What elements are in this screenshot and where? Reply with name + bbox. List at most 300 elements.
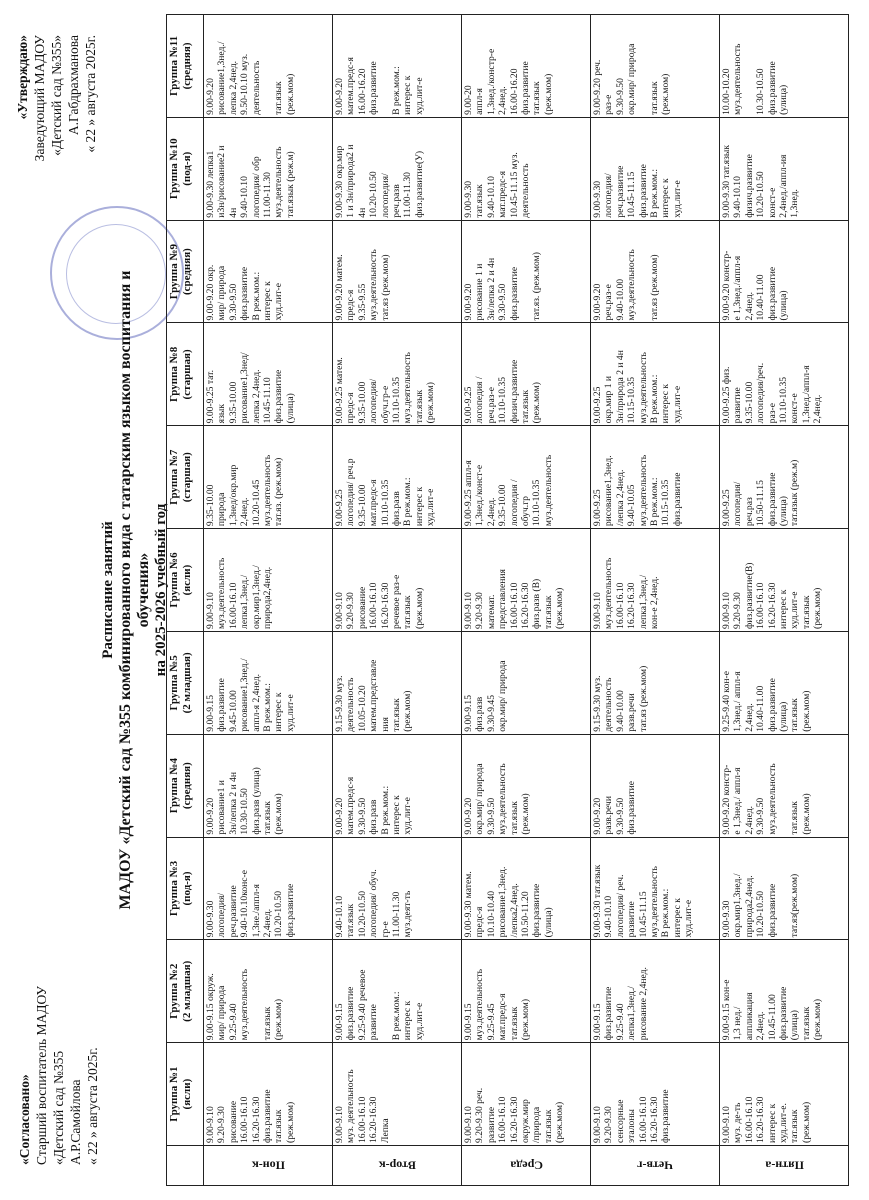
- schedule-line: 9.00-9.20 реч.: [592, 59, 603, 115]
- schedule-line: 10.45-11.10: [262, 377, 274, 424]
- schedule-cell: [720, 1043, 849, 1146]
- column-header: [167, 631, 204, 734]
- schedule-line: 2,4нед./аппл-ия: [778, 154, 790, 218]
- schedule-line: ния: [379, 717, 391, 732]
- schedule-line: (реж.мом): [660, 73, 672, 115]
- schedule-line: 9.00-9.30: [463, 180, 474, 218]
- schedule-line: физ.разв: [474, 696, 486, 732]
- schedule-line: тат.язык: [273, 81, 285, 115]
- schedule-line: 10.20-10.50: [755, 891, 767, 938]
- column-header-line: (под-я): [180, 151, 193, 186]
- schedule-cell: [591, 220, 720, 323]
- schedule-line: 9.00-9.15: [334, 1003, 345, 1041]
- schedule-line: лепка 2,4нед.: [227, 60, 239, 115]
- schedule-line: 10.10-10.40: [485, 891, 497, 938]
- schedule-line: 10.05-10.20: [356, 685, 368, 732]
- schedule-line: реч.развитие: [227, 885, 239, 938]
- schedule-cell: [462, 940, 591, 1043]
- schedule-line: разв.речи: [626, 693, 638, 732]
- schedule-line: (реж.мом): [812, 998, 824, 1041]
- schedule-line: 9.00-9.30 матем.: [463, 871, 474, 938]
- schedule-line: деятельность: [345, 677, 357, 732]
- schedule-line: 9.00-9.20 констр-: [721, 250, 732, 321]
- schedule-line: 9.00-9.25 тат.: [205, 369, 216, 424]
- day-label: Пятн-а: [720, 1146, 849, 1186]
- schedule-line: 9.00-9.10: [463, 592, 474, 629]
- schedule-line: 16.00-16.20: [508, 68, 520, 115]
- column-header-line: Группа №3: [168, 860, 180, 917]
- column-header-line: (2 младшая): [180, 960, 193, 1022]
- schedule-line: муз.деятельность: [474, 968, 486, 1041]
- schedule-line: (улица): [542, 907, 554, 938]
- schedule-line: В реж.мом.:: [250, 271, 262, 321]
- schedule-line: физ.разв: [391, 491, 403, 527]
- schedule-line: (улица): [778, 496, 790, 527]
- schedule-line: /лепка2,4нед.: [508, 883, 520, 938]
- schedule-cell: [720, 734, 849, 837]
- schedule-line: 9.00-9.30 тат.язык: [592, 864, 603, 938]
- schedule-line: интерес к: [766, 1103, 778, 1143]
- schedule-line: логопедия/: [603, 173, 615, 218]
- schedule-line: физ.развитие: [508, 266, 520, 321]
- schedule-line: муз.деятельность: [239, 968, 251, 1041]
- schedule-line: физ.разв (улица): [250, 767, 262, 835]
- schedule-cell: [204, 940, 333, 1043]
- schedule-line: окр.мир1,3нед./: [732, 873, 744, 938]
- schedule-line: 9.00-9.15: [205, 694, 216, 732]
- column-header-line: (старшая): [180, 452, 193, 503]
- schedule-line: 9.40-10.10: [485, 176, 497, 218]
- schedule-line: реч.раз: [743, 497, 755, 527]
- schedule-line: 9.35-10.00: [497, 484, 509, 527]
- schedule-line: 9.00-9.25 матем.: [334, 357, 345, 424]
- schedule-line: рисование1,3нед.: [603, 455, 615, 527]
- schedule-line: физ.развитие: [660, 1089, 672, 1143]
- schedule-line: физ.развитие: [284, 883, 296, 938]
- schedule-line: 10.10-10.35: [391, 376, 403, 424]
- schedule-line: окр.мир 1 и: [603, 375, 615, 424]
- schedule-line: 9.35-10.00: [743, 381, 755, 424]
- schedule-line: В реж.мом.:: [379, 785, 391, 835]
- schedule-line: тат.яз (реж.мом): [649, 254, 661, 321]
- schedule-line: 9.35-9.55: [356, 283, 368, 321]
- schedule-line: развитие: [626, 901, 638, 938]
- schedule-cell: [591, 1043, 720, 1146]
- schedule-line: В реж.мом.:: [391, 66, 403, 115]
- schedule-line: реч.раз-е: [485, 386, 497, 424]
- schedule-line: 10.20-10.45: [250, 479, 262, 527]
- schedule-cell: [462, 220, 591, 323]
- schedule-line: (реж.мом): [273, 793, 285, 835]
- schedule-cell: [204, 117, 333, 220]
- schedule-line: худ.лит-е: [284, 694, 296, 732]
- schedule-line: 11.00-11.30: [391, 891, 403, 938]
- schedule-line: 10.45-11.15: [626, 171, 638, 218]
- agreed-signature: А.Р.Самойлова: [68, 1079, 83, 1165]
- schedule-cell: [462, 734, 591, 837]
- schedule-line: 16.20-16.30: [379, 582, 391, 629]
- schedule-line: 9.35-10.00: [356, 484, 368, 527]
- schedule-line: 9.00-9.30 тат.язык: [721, 145, 732, 218]
- schedule-line: [251, 942, 262, 1040]
- schedule-cell: [720, 323, 849, 426]
- schedule-line: [638, 223, 649, 321]
- schedule-line: 9.20-9.30: [732, 592, 744, 629]
- schedule-line: мат.предс-я: [368, 479, 380, 527]
- schedule-line: (реж.мом): [284, 73, 296, 115]
- day-label: Среда: [462, 1146, 591, 1186]
- schedule-line: 9.20-9.30: [345, 592, 357, 629]
- schedule-line: интерес к: [778, 589, 790, 629]
- schedule-cell: [591, 426, 720, 529]
- schedule-line: 9.00-9.30: [592, 180, 603, 218]
- schedule-line: физ.развитие: [778, 986, 790, 1041]
- schedule-line: 9.00-9.10: [592, 592, 603, 629]
- schedule-line: физ.развитие(В): [743, 562, 755, 629]
- schedule-line: физ.развитие: [766, 61, 778, 115]
- column-header: [167, 940, 204, 1043]
- schedule-line: (улица): [778, 701, 790, 732]
- schedule-line: тат.язык: [531, 81, 543, 115]
- column-header: [167, 1043, 204, 1146]
- schedule-line: конст-е: [789, 393, 801, 424]
- schedule-line: (улица): [789, 1010, 801, 1041]
- day-label: Втор-к: [333, 1146, 462, 1186]
- schedule-cell: [720, 426, 849, 529]
- column-header-line: (средняя): [180, 762, 193, 810]
- schedule-line: матем.представле: [368, 659, 380, 732]
- schedule-cell: [591, 837, 720, 940]
- schedule-cell: [462, 631, 591, 734]
- schedule-cell: [333, 1043, 462, 1146]
- schedule-cell: [204, 323, 333, 426]
- schedule-line: 9.00-9.20: [205, 797, 216, 835]
- schedule-line: (реж.мом): [554, 587, 566, 629]
- schedule-line: тат.язык: [402, 595, 414, 629]
- schedule-line: 10.10-10.35: [497, 376, 509, 424]
- schedule-line: 9.25-9.45: [485, 1003, 497, 1041]
- schedule-line: 9.00-9.10: [721, 1106, 732, 1143]
- schedule-cell: [204, 426, 333, 529]
- schedule-cell: [720, 631, 849, 734]
- schedule-line: муз.деятельность: [273, 146, 285, 218]
- schedule-line: физ.развитие: [520, 61, 532, 115]
- schedule-cell: [333, 734, 462, 837]
- schedule-cell: [333, 323, 462, 426]
- column-header-line: Группа №2: [168, 963, 180, 1019]
- schedule-line: деятельность: [603, 677, 615, 732]
- schedule-line: физ.развитие: [766, 678, 778, 732]
- approved-date: « 22 » августа 2025г.: [83, 35, 98, 153]
- schedule-line: реч.разв: [391, 184, 403, 218]
- schedule-line: 9.00-9.25: [592, 386, 603, 424]
- schedule-line: е 1,3нед./аппл-я: [732, 255, 744, 321]
- schedule-line: рисование 1 и: [474, 263, 486, 321]
- schedule-line: 9.00-9.20: [463, 797, 474, 835]
- schedule-line: [262, 17, 273, 115]
- schedule-line: 16.00-16.10: [368, 582, 380, 629]
- schedule-line: 1,3нед./ аппл-я: [732, 671, 744, 732]
- column-header-line: (ясли): [180, 1078, 193, 1110]
- schedule-line: 2,4нед.: [755, 1011, 767, 1041]
- schedule-line: В реж.мом.:: [660, 888, 672, 938]
- schedule-line: (реж.мом): [531, 382, 543, 424]
- schedule-line: тат.язык: [542, 1109, 554, 1143]
- schedule-cell: [204, 734, 333, 837]
- schedule-line: Лепка: [379, 1118, 391, 1143]
- schedule-line: В реж.мом.:: [649, 168, 661, 218]
- schedule-line: 9.00-9.15 окруж.: [205, 973, 216, 1041]
- agreed-date: « 22 » августа 2025г.: [85, 1047, 100, 1165]
- schedule-line: 9.40-10.10: [603, 895, 615, 938]
- schedule-cell: [204, 631, 333, 734]
- schedule-line: физ.развитие: [273, 369, 285, 424]
- schedule-line: природа2,4нед.: [262, 566, 274, 629]
- schedule-line: интерес к: [660, 383, 672, 424]
- table-row: [591, 15, 720, 1186]
- schedule-line: физ.развитие: [216, 678, 228, 732]
- schedule-line: 9.00-9.10: [205, 1106, 216, 1143]
- schedule-cell: [462, 15, 591, 118]
- schedule-line: физ.разв: [368, 799, 380, 835]
- schedule-line: (реж.мом): [520, 998, 532, 1041]
- schedule-line: тат.язык: [542, 595, 554, 629]
- schedule-line: 9.40-10.10: [732, 176, 744, 218]
- schedule-line: (реж.мом): [273, 998, 285, 1041]
- schedule-line: деятельность: [250, 60, 262, 115]
- schedule-line: 9.00-9.20: [592, 283, 603, 321]
- column-header: [167, 426, 204, 529]
- schedule-line: мат.предс-я: [497, 993, 509, 1041]
- schedule-line: тат.язык: [800, 595, 812, 629]
- schedule-line: 16.20-16.30: [508, 1096, 520, 1143]
- schedule-line: 9.30-9.50: [614, 797, 626, 835]
- column-header-line: Группа №9: [168, 243, 180, 300]
- schedule-cell: [333, 15, 462, 118]
- schedule-line: мир/ природа: [216, 265, 228, 321]
- schedule-line: 9.00-9.20 матем.: [334, 254, 345, 321]
- schedule-line: 9.25-9.40: [227, 1003, 239, 1041]
- schedule-line: 9.30-9.50: [227, 283, 239, 321]
- schedule-line: тат.яз. (реж.мом): [531, 252, 543, 321]
- column-header-line: (старшая): [180, 349, 193, 400]
- schedule-line: (реж.мом): [413, 587, 425, 629]
- schedule-line: (реж.мом): [800, 793, 812, 835]
- schedule-line: сенсорные: [614, 1099, 626, 1143]
- schedule-line: худ.лит-е: [402, 797, 414, 835]
- schedule-line: 2,4нед.: [743, 806, 755, 835]
- schedule-line: муз.деятельность: [368, 249, 380, 321]
- schedule-line: предс-я: [345, 392, 357, 424]
- agreed-position: Старший воспитатель МАДОУ: [34, 985, 49, 1165]
- schedule-line: физ.развитие: [531, 883, 543, 938]
- page-subtitle: МАДОУ «Детский сад №355 комбинированного вида с татарским языком воспитания и обучения»: [117, 270, 152, 910]
- schedule-line: окруж.мир: [520, 1099, 532, 1143]
- schedule-line: худ.лит-е: [413, 1002, 425, 1041]
- schedule-line: интерес к: [402, 75, 414, 115]
- column-header: [167, 323, 204, 426]
- column-header-line: (средняя): [180, 248, 193, 296]
- schedule-line: муз.деятельность: [497, 763, 509, 835]
- schedule-line: тат.язык: [262, 1006, 274, 1041]
- schedule-line: тат.язык: [262, 801, 274, 835]
- page-title: Расписание занятий: [100, 521, 116, 659]
- schedule-line: развитие: [485, 1106, 497, 1143]
- schedule-line: логопедия/ реч.р: [345, 458, 357, 527]
- schedule-line: 3н/лепка 2 и 4н: [485, 257, 497, 321]
- schedule-line: физ.развитие: [262, 1089, 274, 1143]
- schedule-line: развитие: [732, 387, 744, 424]
- schedule-line: логопедия/: [379, 173, 391, 218]
- schedule-line: развитие: [368, 1004, 380, 1041]
- schedule-cell: [591, 734, 720, 837]
- schedule-line: муз.деятельность: [637, 352, 649, 424]
- schedule-line: 10.10-10.35: [379, 479, 391, 527]
- schedule-line: логопедия/ обуч.: [368, 869, 380, 938]
- schedule-line: (улица): [778, 290, 790, 321]
- schedule-line: природа2,4нед.: [743, 875, 755, 938]
- schedule-line: 9.00-9.30: [205, 900, 216, 938]
- schedule-line: гр-е: [379, 921, 391, 938]
- schedule-cell: [333, 837, 462, 940]
- schedule-line: 9.00-9.25 физ.: [721, 366, 732, 424]
- schedule-cell: [591, 940, 720, 1043]
- schedule-line: худ.лит-е: [425, 488, 437, 527]
- schedule-line: тат.язык (реж.м): [789, 459, 801, 527]
- schedule-line: 2,4нед.: [743, 291, 755, 321]
- schedule-line: 9.25-9.40 речевое: [356, 969, 368, 1041]
- schedule-line: (реж.мом): [800, 690, 812, 732]
- schedule-line: 10.50-11.20: [520, 891, 532, 938]
- schedule-line: (реж.мом): [284, 1101, 296, 1143]
- schedule-cell: [333, 529, 462, 632]
- schedule-line: логопедия/: [368, 378, 380, 424]
- schedule-line: 1,3 нед./: [732, 1006, 744, 1041]
- schedule-line: физ.развитие: [766, 883, 778, 938]
- schedule-cell: [720, 117, 849, 220]
- column-header: [167, 529, 204, 632]
- schedule-line: 9.20-9.30 реч.: [474, 1087, 486, 1143]
- schedule-line: 2,4нед.: [239, 497, 251, 527]
- schedule-line: логопедия/: [732, 481, 744, 527]
- schedule-line: 9.50-10.10 муз.: [239, 53, 251, 115]
- schedule-line: логопедия /: [508, 479, 520, 527]
- schedule-line: муз.деятельность: [603, 557, 615, 629]
- schedule-line: /лепка 2,4нед.: [614, 469, 626, 527]
- schedule-line: 10.10-10.35: [778, 376, 790, 424]
- schedule-line: 16.00-16.10: [227, 582, 239, 629]
- schedule-cell: [462, 1043, 591, 1146]
- schedule-line: 9.00-9.20: [205, 78, 216, 115]
- schedule-line: муз.деятельность: [766, 763, 778, 835]
- schedule-line: 9.40-10.10: [239, 176, 251, 218]
- schedule-line: худ.лит-е: [683, 899, 695, 938]
- schedule-line: /природа: [531, 1106, 543, 1143]
- table-row: [333, 15, 462, 1186]
- schedule-line: эталоны: [626, 1109, 638, 1143]
- column-header-line: Группа №4: [168, 758, 180, 814]
- schedule-line: [778, 840, 789, 938]
- schedule-line: худ.лит-е: [273, 283, 285, 321]
- schedule-cell: [591, 117, 720, 220]
- schedule-line: разв.речи: [603, 796, 615, 835]
- schedule-line: физ.развитие: [239, 266, 251, 321]
- schedule-line: муз.деятельность: [262, 454, 274, 527]
- schedule-line: 1,3нед.: [789, 189, 801, 218]
- schedule-line: логопедия/ реч.: [614, 874, 626, 938]
- schedule-line: интерес к: [262, 281, 274, 321]
- column-header: [167, 220, 204, 323]
- column-header-line: Группа №5: [168, 655, 180, 711]
- schedule-line: реч.раз-е: [603, 284, 615, 321]
- schedule-table: [166, 14, 849, 1186]
- schedule-line: 9.00-9.25: [334, 489, 345, 527]
- schedule-line: тат.язык: [508, 801, 520, 835]
- approved-position: Заведующий МАДОУ: [32, 35, 47, 162]
- schedule-line: 11.00-11.30: [402, 172, 414, 218]
- schedule-line: физ.разв (В): [531, 578, 543, 629]
- schedule-line: 9.00-20: [463, 85, 474, 115]
- schedule-cell: [333, 117, 462, 220]
- schedule-line: физ.развитие: [766, 472, 778, 527]
- table-row: [720, 15, 849, 1186]
- schedule-line: лепка 2,4нед.: [250, 369, 262, 424]
- schedule-line: тат.яз. (реж.мом): [273, 457, 285, 527]
- schedule-line: окр.мир1,3нед./: [250, 565, 262, 629]
- schedule-line: 10.40-11.00: [755, 274, 767, 321]
- schedule-line: логопедия/реч.: [755, 362, 767, 424]
- schedule-line: (реж.мом): [800, 1101, 812, 1143]
- schedule-line: реч.развитие: [614, 165, 626, 218]
- schedule-line: физич.развитие: [508, 359, 520, 424]
- schedule-line: обуч.гр: [520, 496, 532, 527]
- corner-cell: [167, 1146, 204, 1186]
- column-header-line: Группа №1: [168, 1066, 180, 1122]
- schedule-line: 9.00-9.25: [592, 489, 603, 527]
- schedule-line: рисование1,3нед/: [239, 352, 251, 424]
- schedule-line: 10.40-11.00: [755, 685, 767, 732]
- schedule-line: 16.20-16.30: [520, 582, 532, 629]
- schedule-line: е 1,3нед./ аппл-я: [732, 767, 744, 835]
- column-header-line: (средняя): [180, 42, 193, 90]
- schedule-cell: [462, 426, 591, 529]
- schedule-cell: [462, 117, 591, 220]
- schedule-line: В реж.мом.:: [262, 683, 274, 732]
- schedule-line: интерес к: [660, 178, 672, 218]
- schedule-line: [744, 17, 755, 115]
- schedule-line: 10.20-10.50: [273, 891, 285, 938]
- schedule-line: 1,3нед./конст-е: [474, 464, 486, 527]
- schedule-line: окр.мир/ природа: [497, 660, 509, 732]
- schedule-line: физ.развитие: [603, 986, 615, 1041]
- schedule-line: 9.30-9.50: [497, 283, 509, 321]
- schedule-line: язык: [216, 404, 228, 424]
- schedule-line: 4н: [356, 207, 368, 218]
- schedule-line: конст-е: [766, 187, 778, 218]
- schedule-line: интерес к: [273, 692, 285, 732]
- schedule-cell: [720, 529, 849, 632]
- column-header-line: (2 младшая): [180, 652, 193, 714]
- schedule-line: 9.00-9.10: [463, 1106, 474, 1143]
- schedule-cell: [204, 529, 333, 632]
- schedule-cell: [462, 323, 591, 426]
- schedule-line: мат.предс-я: [497, 170, 509, 218]
- schedule-line: тат.яз (реж.мом): [379, 254, 391, 321]
- schedule-line: логопедия /: [474, 376, 486, 424]
- schedule-cell: [204, 1043, 333, 1146]
- approved-signature: А.Габдрахманова: [66, 35, 81, 136]
- schedule-line: 16.00-16.10: [239, 1096, 251, 1143]
